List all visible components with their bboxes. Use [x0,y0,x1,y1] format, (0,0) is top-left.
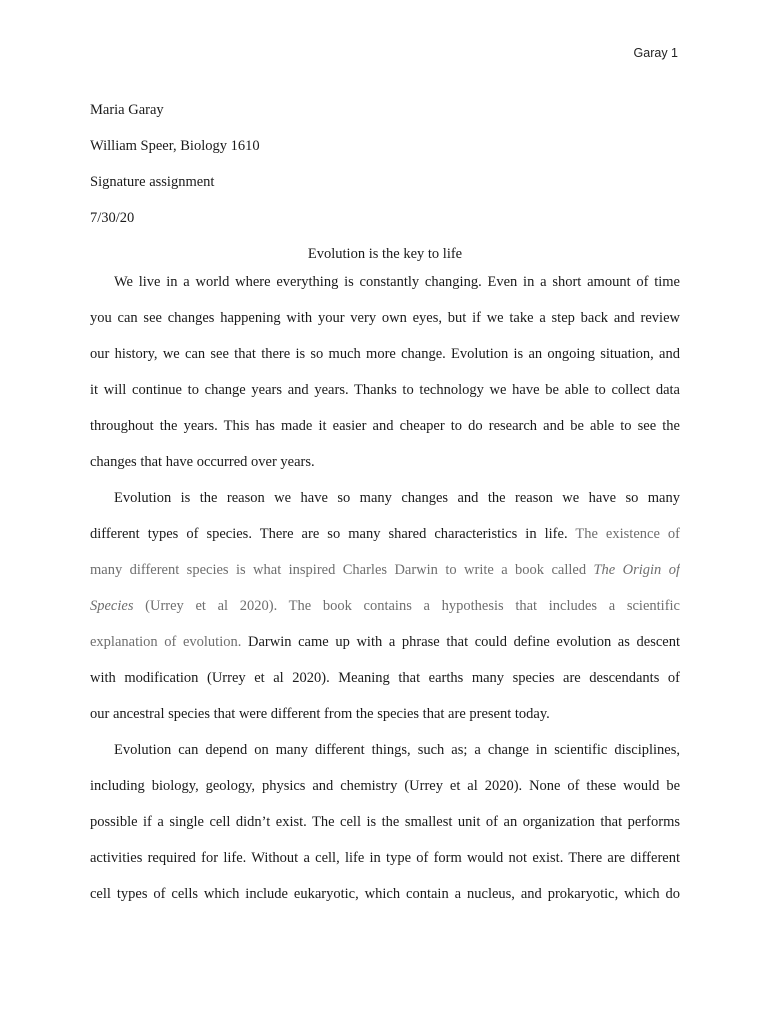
p1-line-3: our history, we can see that there is so much more change. Evolution is an ongoing situation, and [90,346,680,362]
essay-title: Evolution is the key to life [307,246,463,262]
p2-line-4 [90,588,680,624]
p2-line-5-text: Darwin came up with a phrase that could define evolution as descent [241,634,680,650]
p2-line-2 [90,516,680,552]
p2-line-2-quoted: The existence of [567,526,680,542]
p2-line-6: with modification (Urrey et al 2020). Meaning that earths many species are descendants of [90,670,680,686]
essay-body [90,264,680,912]
p3-line-3: possible if a single cell didn’t exist. The cell is the smallest unit of an organization that performs [90,814,680,830]
p3-line-5: cell types of cells which include eukaryotic, which contain a nucleus, and prokaryotic, which do [90,886,680,902]
instructor-course: William Speer, Biology 1610 [90,138,260,154]
author-name: Maria Garay [90,102,164,118]
p2-line-5 [90,624,680,660]
p2-line-3-text: many different species is what inspired Charles Darwin to write a book called [90,562,594,578]
p2-line-4-text: (Urrey et al 2020). The book contains a hypothesis that includes a scientific [133,598,680,614]
p1-line-6: changes that have occurred over years. [90,454,315,470]
page-number-header: Garay 1 [633,46,678,60]
book-title-part-2: Species [90,598,134,614]
book-title-part-1: The Origin of [593,562,680,578]
p1-line-2: you can see changes happening with your very own eyes, but if we take a step back and review [90,310,680,326]
p1-line-4: it will continue to change years and years. Thanks to technology we have be able to collect data [90,382,680,398]
p2-line-2-text: different types of species. There are so many shared characteristics in life. [90,526,568,542]
p1-line-5: throughout the years. This has made it easier and cheaper to do research and be able to see the [90,418,680,434]
essay-date: 7/30/20 [90,210,135,226]
p2-line-1: Evolution is the reason we have so many changes and the reason we have so many [114,490,680,506]
essay-heading [90,92,680,272]
p3-line-2: including biology, geology, physics and chemistry (Urrey et al 2020). None of these would be [90,778,680,794]
p1-line-1: We live in a world where everything is constantly changing. Even in a short amount of time [114,274,680,290]
p2-line-7: our ancestral species that were different from the species that are present today. [90,706,550,722]
p2-line-3 [90,552,680,588]
assignment-name: Signature assignment [90,174,215,190]
p3-line-4: activities required for life. Without a cell, life in type of form would not exist. There are different [90,850,680,866]
p2-line-5-quoted: explanation of evolution. [90,634,242,650]
p3-line-1: Evolution can depend on many different things, such as; a change in scientific disciplines, [114,742,680,758]
